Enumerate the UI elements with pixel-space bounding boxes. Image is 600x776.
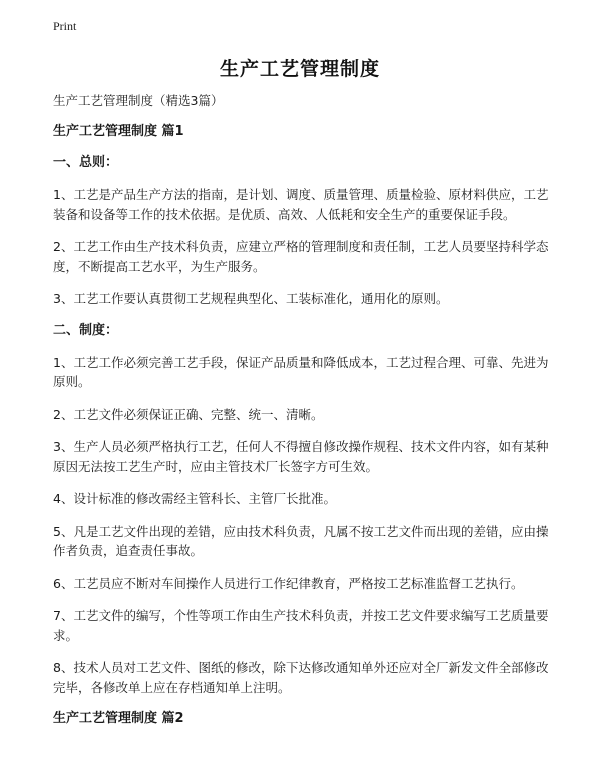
print-label: Print: [53, 19, 77, 33]
system-item-4: 4、设计标准的修改需经主管科长、主管厂长批准。: [53, 491, 336, 506]
general-heading: 一、总则：: [53, 155, 119, 170]
system-item-8: 8、技术人员对工艺文件、图纸的修改，除下达修改通知单外还应对全厂新发文件全部修改完毕，各修改单上应在存档通知单上注明。: [53, 660, 549, 695]
part2-heading: 生产工艺管理制度 篇2: [53, 711, 184, 726]
document-body: [53, 92, 550, 741]
general-item-3: 3、工艺工作要认真贯彻工艺规程典型化、工装标准化，通用化的原则。: [53, 291, 449, 306]
system-item-1: 1、工艺工作必须完善工艺手段，保证产品质量和降低成本，工艺过程合理、可靠、先进为原则。: [53, 354, 549, 389]
part1-heading: 生产工艺管理制度 篇1: [53, 124, 184, 139]
system-item-5: 5、凡是工艺文件出现的差错，应由技术科负责，凡属不按工艺文件而出现的差错，应由操作者负责，追查责任事故。: [53, 523, 549, 558]
general-item-1: 1、工艺是产品生产方法的指南，是计划、调度、质量管理、质量检验、原材料供应，工艺装备和设备等工作的技术依据。是优质、高效、人低耗和安全生产的重要保证手段。: [53, 187, 549, 222]
system-item-3: 3、生产人员必须严格执行工艺，任何人不得擅自修改操作规程、技术文件内容，如有某种原因无法按工艺生产时，应由主管技术厂长签字方可生效。: [53, 439, 549, 474]
system-item-7: 7、工艺文件的编写，个性等项工作由生产技术科负责，并按工艺文件要求编写工艺质量要求。: [53, 608, 549, 643]
document-subtitle: 生产工艺管理制度（精选3篇）: [53, 93, 224, 108]
system-item-6: 6、工艺员应不断对车间操作人员进行工作纪律教育，严格按工艺标准监督工艺执行。: [53, 575, 524, 591]
system-heading: 二、制度：: [53, 322, 119, 338]
system-item-2: 2、工艺文件必须保证正确、完整、统一、清晰。: [53, 406, 324, 422]
document-title: 生产工艺管理制度: [219, 58, 380, 80]
general-item-2: 2、工艺工作由生产技术科负责，应建立严格的管理制度和责任制，工艺人员要坚持科学态度，不断提高工艺水平，为生产服务。: [53, 239, 549, 274]
